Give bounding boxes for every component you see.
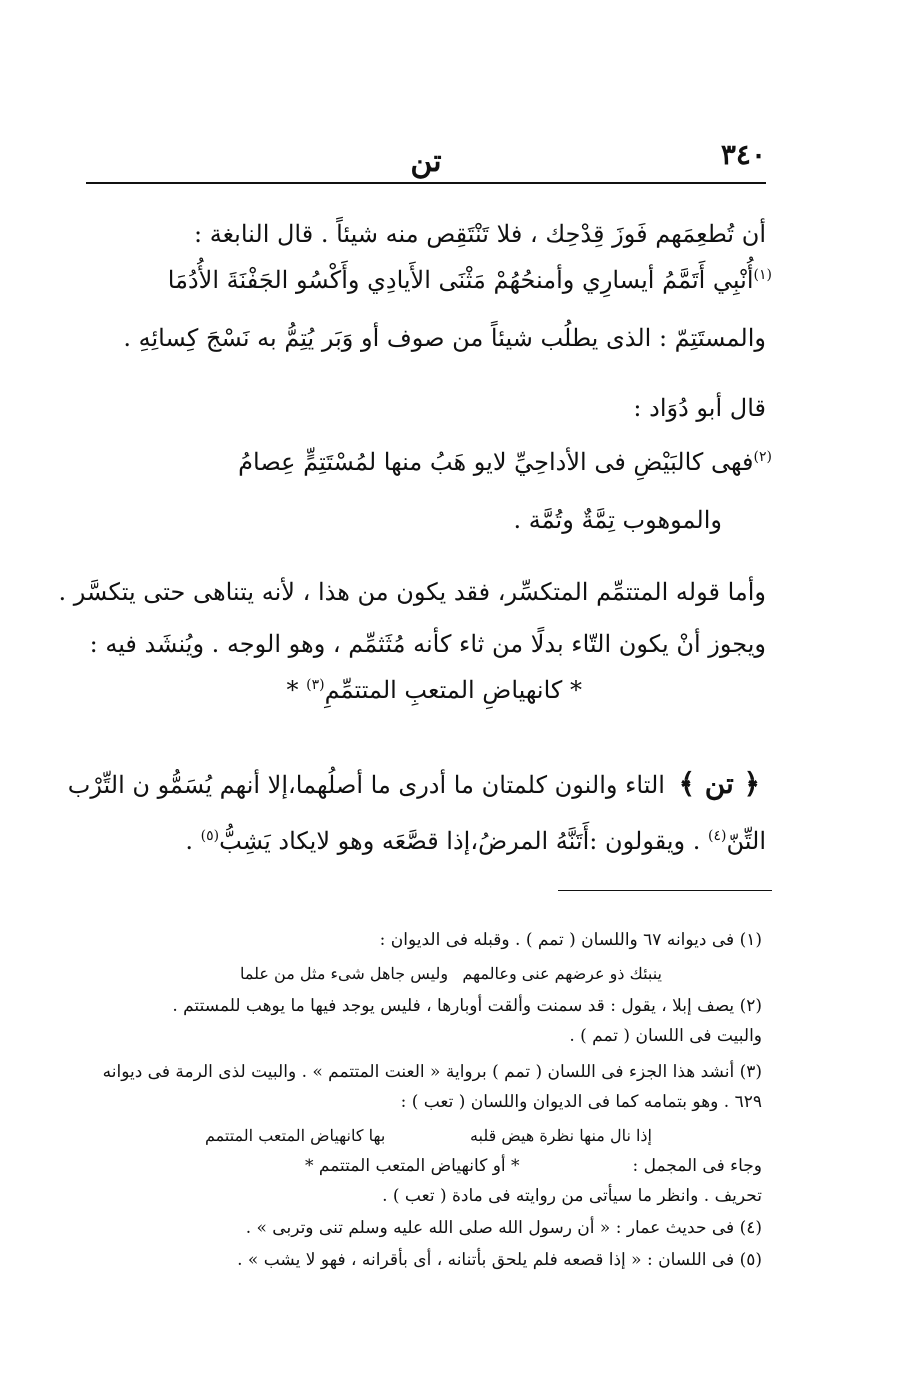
body-line-1: أن تُطعِمَهم فَوزَ قِدْحِك ، فلا تَنْتَقِص منه شيئاً . قال النابغة : <box>193 220 766 248</box>
entry-heading: ﴿ تن ﴾ <box>678 767 760 800</box>
footnote-3-line-2: ٦٢٩ . وهو بتمامه كما فى الديوان واللسان ( تعب ) : <box>400 1092 762 1112</box>
footnote-3-line-3: وجاء فى المجمل : <box>632 1156 762 1176</box>
header-rule <box>86 182 766 184</box>
footnote-2-line-2: والبيت فى اللسان ( تمم ) . <box>569 1026 762 1046</box>
page-header <box>86 138 766 182</box>
verse-3-star-right: * <box>570 676 582 704</box>
footnote-1-verse-right: ينبئك ذو عرضهم عنى وعالمهم <box>462 964 662 983</box>
footnote-1: (١) فى ديوانه ٦٧ واللسان ( تمم ) . وقبله فى الديوان : <box>379 930 762 950</box>
body-line-8 <box>86 816 766 861</box>
verse-3-note-ref: (٣) <box>306 677 325 693</box>
footnote-3-verse-right: إذا نال منها نظرة هيض قلبه <box>469 1126 652 1145</box>
body-line-8-b: . ويقولون :أَتَنَّهُ المرضُ،إذا قصَّعَه وهو لايكاد يَشِبُّ <box>219 827 701 855</box>
verse-3-text: كانهياضِ المتعبِ المتتمِّمِ <box>324 676 563 704</box>
body-line-5: وأما قوله المتتمِّم المتكسِّر، فقد يكون من هذا ، لأنه يتناهى حتى يتكسَّر . <box>58 578 766 606</box>
page-number: ٣٤٠ <box>720 138 766 171</box>
body-line-7 <box>67 764 766 805</box>
verse-1-note-ref: (١) <box>753 267 772 283</box>
verse-2-note-ref: (٢) <box>753 449 772 465</box>
verse-2 <box>238 448 772 476</box>
footnote-5: (٥) فى اللسان : « إذا قصعه فلم يلحق بأتنانه ، أى بأقرانه ، فهو لا يشب » . <box>237 1250 762 1270</box>
verse-1 <box>168 266 772 294</box>
body-line-3: قال أبو دُوَاد : <box>633 394 766 422</box>
footnote-3-line-1: (٣) أنشد هذا الجزء فى اللسان ( تمم ) برواية « العنت المتتمم » . والبيت لذى الرمة فى ديوانه <box>102 1062 762 1082</box>
verse-2-text: فهى كالبَيْضِ فى الأداحِيِّ لايو هَبُ منها لمُسْتَتِمٍّ عِصامُ <box>238 448 754 476</box>
note-ref-5: (٥) <box>200 828 220 844</box>
body-line-8-a: التِّنّ <box>726 827 766 855</box>
verse-3 <box>287 676 583 704</box>
footnote-3-line-4: تحريف . وانظر ما سيأتى من روايته فى مادة ( تعب ) . <box>382 1186 762 1206</box>
footnote-3-line-3-quote: * أو كانهياض المتعب المتتمم * <box>305 1156 520 1176</box>
body-line-6: ويجوز أنْ يكون التّاء بدلًا من ثاء كأنه مُثَثمِّم ، وهو الوجه . ويُنشَد فيه : <box>89 630 766 658</box>
note-ref-4: (٤) <box>708 828 727 844</box>
body-line-4: والموهوب تِمَّةٌ وتُمَّة . <box>513 506 722 534</box>
footnote-1-verse-left: وليس جاهل شىء مثل من علما <box>240 964 449 983</box>
footnote-2-line-1: (٢) يصف إبلا ، يقول : قد سمنت وألقت أوبارها ، فليس يوجد فيها ما يوهب للمستتم . <box>172 996 762 1016</box>
body-line-8-end: . <box>185 827 194 855</box>
body-line-7-text: التاء والنون كلمتان ما أدرى ما أصلُهما،إلا أنهم يُسَمُّو ن التِّرْب <box>67 771 665 799</box>
verse-1-text: أُنْبِي أَتَمَّمُ أيسارِي وأمنحُهُمْ مَثْنَى الأَيادِي وأَكْسُو الجَفْنَةَ الأُدُمَا <box>167 266 754 294</box>
footnote-rule <box>558 890 772 891</box>
footnote-3-verse-left: بها كانهياض المتعب المتتمم <box>205 1126 386 1145</box>
running-head: تن <box>410 144 442 179</box>
footnote-4: (٤) فى حديث عمار : « أن رسول الله صلى الله عليه وسلم تنى وتربى » . <box>245 1218 762 1238</box>
verse-3-star-left: * <box>286 676 299 704</box>
body-line-2: والمستَتِمّ : الذى يطلُب شيئاً من صوف أو وَبَر يُتِمُّ به نَسْجَ كِسائِهِ . <box>123 324 766 352</box>
